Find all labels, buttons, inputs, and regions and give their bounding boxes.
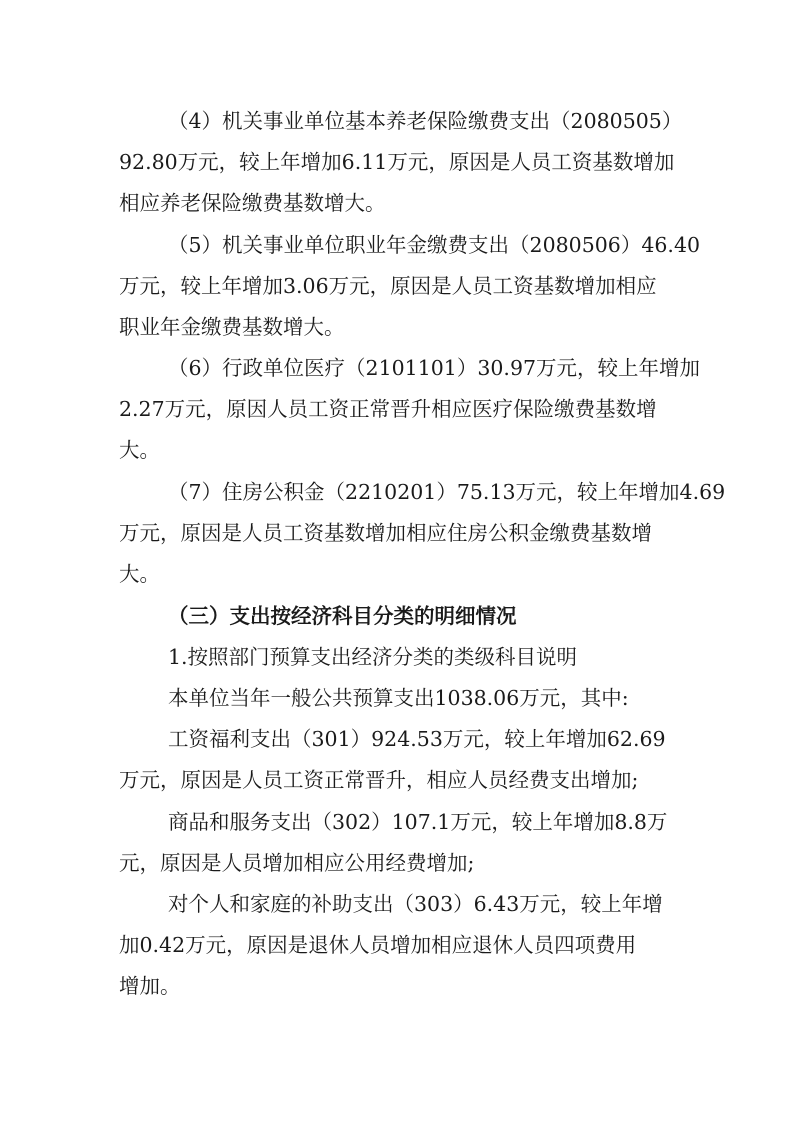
text-line: 增加。 [119, 974, 181, 998]
text-line: 本单位当年一般公共预算支出1038.06万元，其中: [168, 686, 629, 710]
text-line: （7）住房公积金（2210201）75.13万元，较上年增加4.69 [168, 480, 726, 504]
text-line: 92.80万元，较上年增加6.11万元，原因是人员工资基数增加 [119, 150, 675, 174]
text-line: 职业年金缴费基数增大。 [119, 315, 345, 339]
text-line: 工资福利支出（301）924.53万元，较上年增加62.69 [168, 727, 666, 751]
text-line: （6）行政单位医疗（2101101）30.97万元，较上年增加 [168, 356, 701, 380]
text-line: 元，原因是人员增加相应公用经费增加; [119, 851, 475, 875]
text-line: （5）机关事业单位职业年金缴费支出（2080506）46.40 [168, 233, 701, 257]
text-line: 万元，原因是人员工资正常晋升，相应人员经费支出增加; [119, 768, 639, 792]
text-line: 商品和服务支出（302）107.1万元，较上年增加8.8万 [168, 810, 668, 834]
text-line: 万元，较上年增加3.06万元，原因是人员工资基数增加相应 [119, 274, 657, 298]
text-line: 2.27万元，原因人员工资正常晋升相应医疗保险缴费基数增 [119, 397, 657, 421]
text-line: 加0.42万元，原因是退休人员增加相应退休人员四项费用 [119, 933, 637, 957]
text-line: 大。 [119, 562, 160, 586]
subsection-heading: 1.按照部门预算支出经济分类的类级科目说明 [168, 645, 578, 669]
text-line: 大。 [119, 438, 160, 462]
text-line: （4）机关事业单位基本养老保险缴费支出（2080505） [168, 109, 683, 133]
text-line: 对个人和家庭的补助支出（303）6.43万元，较上年增 [168, 892, 663, 916]
text-line: 相应养老保险缴费基数增大。 [119, 191, 386, 215]
section-heading: （三）支出按经济科目分类的明细情况 [168, 604, 517, 628]
text-line: 万元，原因是人员工资基数增加相应住房公积金缴费基数增 [119, 521, 652, 545]
